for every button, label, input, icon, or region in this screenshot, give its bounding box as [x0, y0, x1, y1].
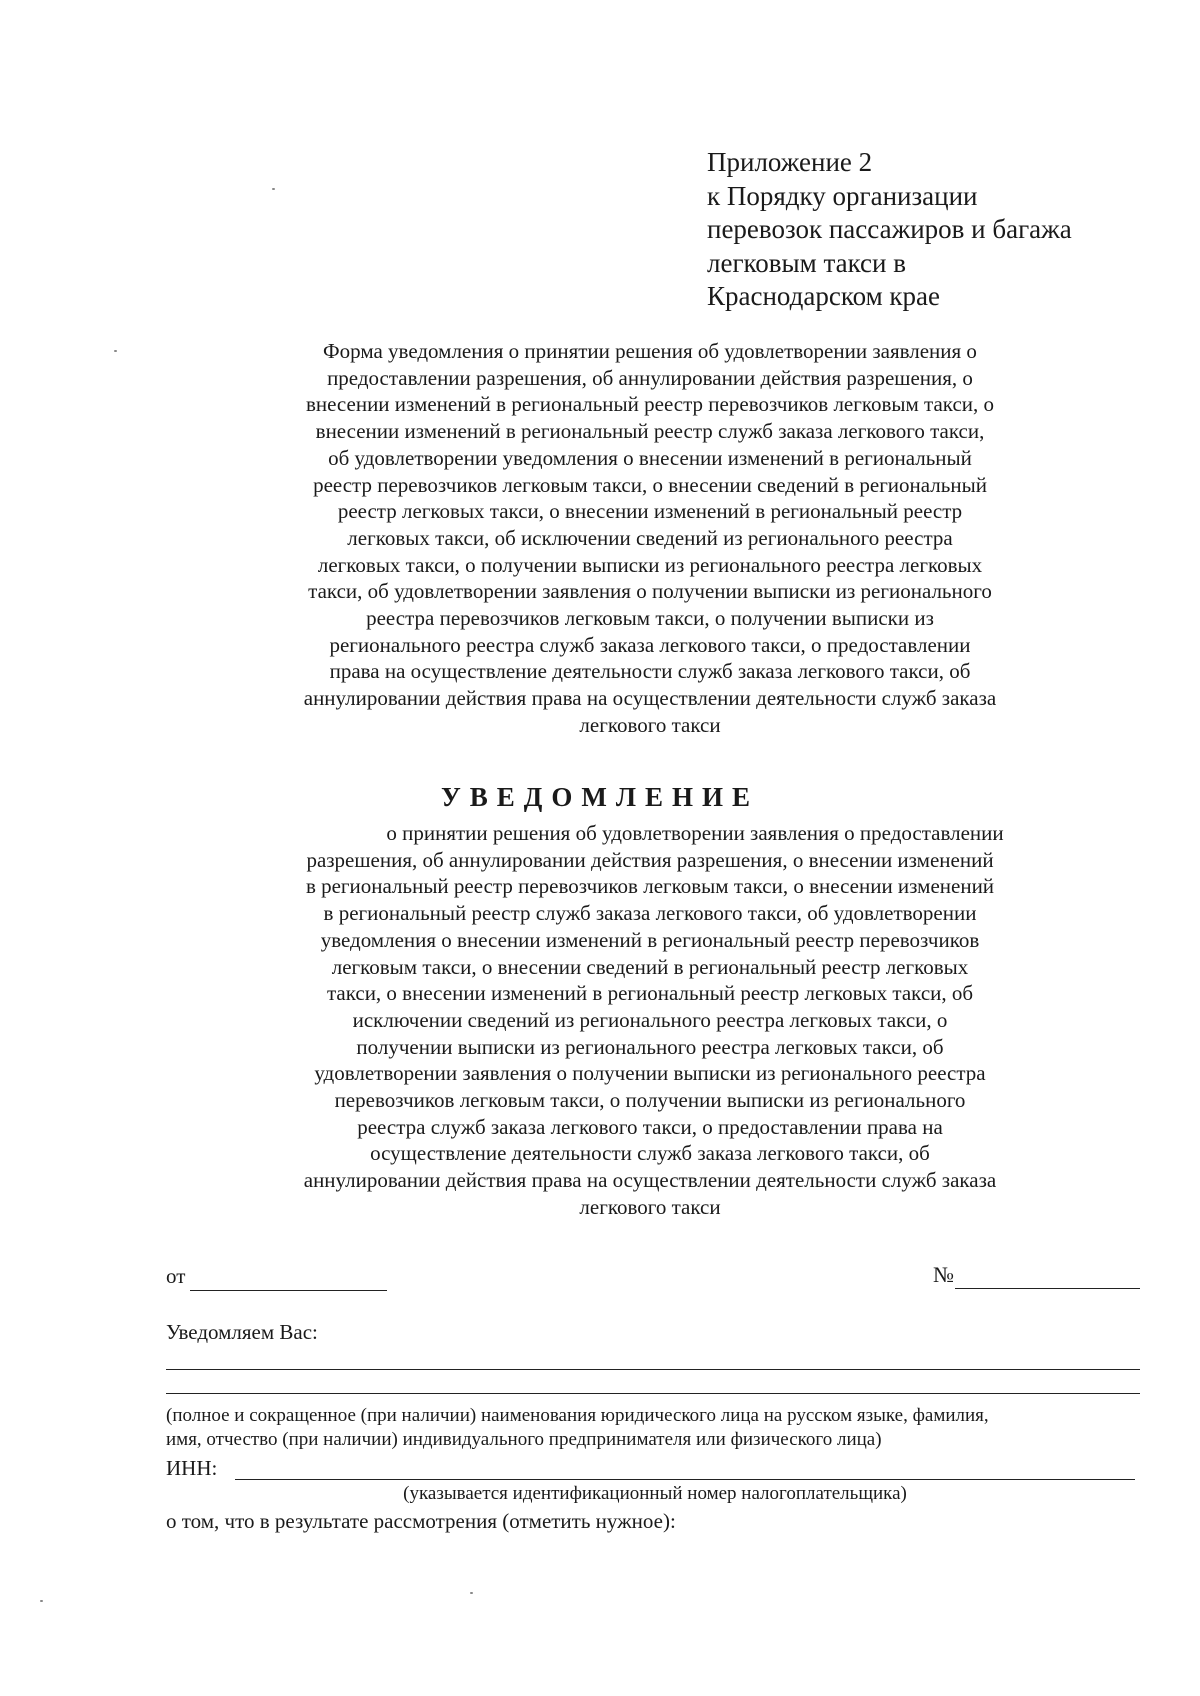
- notice-line: такси, о внесении изменений в региональный реестр легковых такси, об: [326, 981, 974, 1006]
- inn-hint: (указывается идентификационный номер налогоплательщика): [403, 1483, 907, 1504]
- notice-line: удовлетворении заявления о получении выписки из регионального реестра: [314, 1061, 986, 1086]
- form-description-line: аннулировании действия права на осуществлении деятельности служб заказа: [303, 686, 997, 711]
- notice-line: разрешения, об аннулировании действия разрешения, о внесении изменений: [306, 847, 994, 872]
- recipient-name-hint-line: имя, отчество (при наличии) индивидуального предпринимателя или физического лица): [166, 1429, 882, 1450]
- recipient-name-hint: [166, 1404, 1156, 1452]
- inn-field[interactable]: [235, 1479, 1135, 1480]
- number-label: №: [933, 1262, 954, 1287]
- notice-line: исключении сведений из регионального реестра легковых такси, о: [352, 1007, 948, 1032]
- recipient-name-field-2[interactable]: [166, 1393, 1140, 1394]
- notice-line: легкового такси: [579, 1194, 721, 1219]
- form-description-line: внесении изменений в региональный реестр служб заказа легкового такси,: [315, 419, 985, 444]
- date-label: от: [166, 1264, 186, 1288]
- notice-line: в региональный реестр служб заказа легкового такси, об удовлетворении: [323, 901, 977, 926]
- form-description-line: такси, об удовлетворении заявления о получении выписки из регионального: [308, 579, 992, 604]
- form-description-line: реестр легковых такси, о внесении изменений в региональный реестр: [337, 499, 963, 524]
- appendix-line: перевозок пассажиров и багажа: [707, 214, 1072, 244]
- number-field[interactable]: [955, 1288, 1140, 1289]
- appendix-line: к Порядку организации: [707, 180, 978, 211]
- form-description-line: регионального реестра служб заказа легкового такси, о предоставлении: [329, 632, 971, 657]
- notify-label: Уведомляем Вас:: [166, 1320, 318, 1344]
- notice-line: реестра служб заказа легкового такси, о предоставлении права на: [357, 1114, 943, 1139]
- appendix-line: Краснодарском крае: [707, 281, 941, 311]
- form-description-line: права на осуществление деятельности служб заказа легкового такси, об: [329, 659, 971, 684]
- notice-line: в региональный реестр перевозчиков легковым такси, о внесении изменений: [305, 874, 995, 899]
- form-description-line: легковых такси, об исключении сведений из регионального реестра: [347, 525, 953, 550]
- form-description-line: легкового такси: [579, 712, 721, 737]
- scan-speck: [272, 188, 275, 190]
- form-description-line: легковых такси, о получении выписки из регионального реестра легковых: [317, 552, 983, 577]
- notice-line: перевозчиков легковым такси, о получении выписки из регионального: [334, 1088, 966, 1113]
- notice-title: УВЕДОМЛЕНИЕ: [440, 782, 760, 812]
- notice-line: легковым такси, о внесении сведений в региональный реестр легковых: [331, 954, 969, 979]
- recipient-name-field[interactable]: [166, 1369, 1140, 1370]
- notice-line: уведомления о внесении изменений в региональный реестр перевозчиков: [320, 927, 980, 952]
- scan-speck: [470, 1592, 473, 1594]
- scan-speck: [114, 350, 117, 352]
- appendix-line: легковым такси в: [707, 247, 906, 278]
- form-description: [220, 338, 1080, 739]
- recipient-name-hint-line: (полное и сокращенное (при наличии) наименования юридического лица на русском языке, фамилия,: [166, 1405, 989, 1426]
- notice-line: получении выписки из регионального реестра легковых такси, об: [356, 1034, 944, 1059]
- notice-line: аннулировании действия права на осуществлении деятельности служб заказа: [303, 1168, 997, 1193]
- form-description-line: реестра перевозчиков легковым такси, о получении выписки из: [366, 606, 934, 631]
- inn-label: ИНН:: [166, 1456, 218, 1480]
- form-description-line: об удовлетворении уведомления о внесении изменений в региональный: [328, 445, 972, 470]
- appendix-header: [707, 146, 1147, 314]
- date-field[interactable]: [190, 1290, 387, 1291]
- result-label: о том, что в результате рассмотрения (отметить нужное):: [166, 1509, 676, 1533]
- notice-line: осуществление деятельности служб заказа легкового такси, об: [370, 1141, 930, 1166]
- form-description-line: реестр перевозчиков легковым такси, о внесении сведений в региональный: [313, 472, 987, 497]
- notice-body: [230, 820, 1070, 1221]
- form-description-line: предоставлении разрешения, об аннулировании действия разрешения, о: [327, 365, 973, 390]
- scan-speck: [40, 1600, 43, 1602]
- form-description-line: Форма уведомления о принятии решения об удовлетворении заявления о: [323, 339, 977, 363]
- form-description-line: внесении изменений в региональный реестр перевозчиков легковым такси, о: [305, 392, 995, 417]
- appendix-line: Приложение 2: [707, 147, 873, 177]
- notice-line: о принятии решения об удовлетворении заявления о предоставлении: [386, 821, 1004, 845]
